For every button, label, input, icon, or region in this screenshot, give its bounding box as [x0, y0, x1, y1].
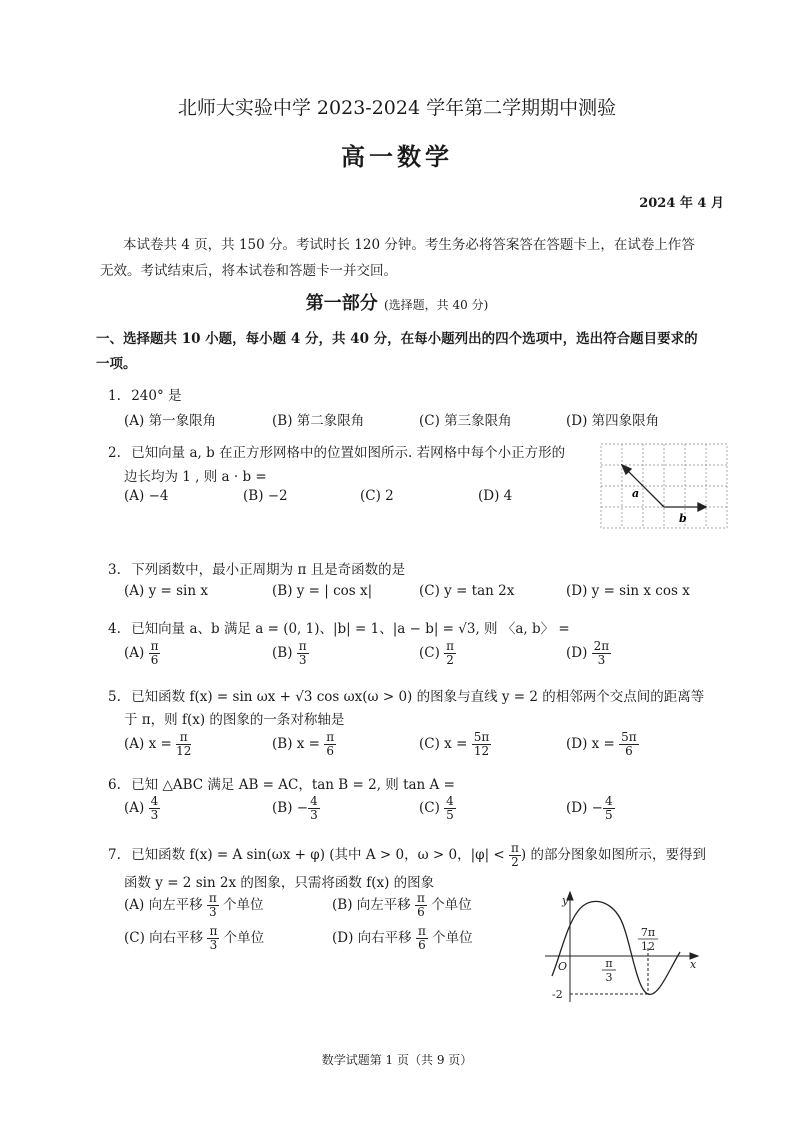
part-title	[0, 289, 794, 315]
q6-text: 已知 △ABC 满足 AB = AC，tan B = 2, 则 tan A =	[131, 777, 455, 793]
q6-b-label: (B)	[272, 800, 293, 816]
frac-num: 4	[150, 794, 159, 808]
q7-a-frac	[207, 892, 219, 919]
frac-den: 2	[446, 653, 454, 667]
q4-stem	[108, 617, 570, 637]
q4-option-d	[566, 640, 611, 667]
q2-option-b: (B) −2	[243, 488, 288, 504]
q5-option-d	[566, 731, 639, 758]
frac-num: π	[511, 841, 519, 855]
q7-text-1a: 已知函数 f(x) = A sin(ωx + φ) (其中 A > 0，ω > 0，|φ| <	[131, 847, 505, 863]
q3-option-b: (B) y = | cos x|	[272, 583, 373, 599]
section-instruction: 一、选择题共 10 小题，每小题 4 分，共 40 分，在每小题列出的四个选项中，选出符合题目要求的一项。	[96, 331, 698, 372]
frac-num: π	[417, 924, 426, 938]
frac-den: 5	[604, 808, 613, 822]
q2-text-1: 已知向量 a, b 在正方形网格中的位置如图所示. 若网格中每个小正方形的	[131, 445, 566, 461]
frac-den: 3	[209, 938, 218, 952]
q7-d-post: 个单位	[432, 930, 473, 946]
part-note: (选择题，共 40 分)	[384, 298, 489, 312]
frac-num: 4	[310, 794, 318, 808]
q7-stem-line2: 函数 y = 2 sin 2x 的图象，只需将函数 f(x) 的图象	[124, 875, 435, 891]
frac-num: π	[298, 639, 307, 653]
q5-text-1: 已知函数 f(x) = sin ωx + √3 cos ωx(ω > 0) 的图象与直线 y = 2 的相邻两个交点间的距离等	[131, 689, 705, 705]
q4-a-label: (A)	[124, 645, 145, 661]
q7-b-post: 个单位	[431, 897, 472, 913]
q3-text: 下列函数中，最小正周期为 π 且是奇函数的是	[131, 562, 406, 578]
frac-den: 6	[417, 905, 425, 919]
q6-c-label: (C)	[419, 800, 440, 816]
q5-a-frac	[176, 731, 191, 758]
q3-option-c: (C) y = tan 2x	[419, 583, 515, 599]
frac-den: 3	[150, 808, 159, 822]
q2-number: 2.	[108, 445, 121, 461]
vector-a-label: a	[632, 487, 640, 500]
q7-c-frac	[207, 925, 219, 952]
q4-text: 已知向量 a、b 满足 a = (0, 1)、|b| = 1、|a − b| = √3, 则 〈a, b〉 =	[131, 621, 570, 637]
grid-lines	[601, 444, 727, 528]
frac-num: 5π	[473, 730, 490, 744]
q7-b-frac	[415, 892, 427, 919]
q4-c-label: (C)	[419, 645, 440, 661]
q5-d-pre: x =	[591, 736, 615, 752]
q1-text: 240° 是	[131, 388, 182, 404]
q7-option-d	[332, 925, 473, 952]
q4-number: 4.	[108, 621, 121, 637]
frac-den: 3	[209, 905, 217, 919]
q7-a-post: 个单位	[223, 897, 264, 913]
tick-7pi12-num: 7π	[640, 926, 656, 939]
q5-d-frac	[619, 731, 639, 758]
q7-c-post: 个单位	[223, 930, 265, 946]
exam-title: 北师大实验中学 2023-2024 学年第二学期期中测验	[177, 97, 617, 119]
q3-number: 3.	[108, 562, 121, 578]
q7-stem-line1	[108, 842, 706, 869]
q5-a-pre: x =	[148, 736, 172, 752]
q1-number: 1.	[108, 388, 121, 404]
frac-num: π	[209, 924, 218, 938]
q2-stem-line2: 边长均为 1 , 则 a · b =	[124, 469, 267, 485]
q5-option-c	[419, 731, 491, 758]
q6-a-frac	[149, 795, 161, 822]
q6-b-pre: −	[296, 800, 309, 816]
q7-sine-graph	[540, 890, 710, 1008]
q5-option-b	[272, 731, 336, 758]
q5-b-pre: x =	[296, 736, 320, 752]
q5-option-a	[124, 731, 191, 758]
q7-number: 7.	[108, 847, 121, 863]
q2-option-d: (D) 4	[478, 488, 513, 504]
q4-c-frac	[444, 640, 456, 667]
q4-option-a	[124, 640, 160, 667]
q5-c-label: (C)	[419, 736, 440, 752]
q5-d-label: (D)	[566, 736, 588, 752]
frac-den: 12	[473, 744, 490, 758]
q7-option-b	[332, 892, 472, 919]
frac-num: 4	[604, 794, 613, 808]
q7-option-c	[124, 925, 264, 952]
x-axis-label: x	[690, 958, 697, 971]
frac-num: π	[176, 731, 191, 745]
frac-den: 3	[310, 808, 318, 822]
q7-option-a	[124, 892, 264, 919]
frac-den: 6	[150, 653, 159, 667]
q4-d-label: (D)	[566, 645, 588, 661]
frac-num: π	[208, 891, 217, 905]
q5-stem-line1	[108, 685, 704, 705]
part-title-text: 第一部分	[305, 293, 378, 314]
tick-pi3-den: 3	[605, 971, 613, 984]
frac-num: 2π	[593, 639, 610, 653]
q5-stem-line2: 于 π，则 f(x) 的图象的一条对称轴是	[124, 712, 345, 728]
q5-a-label: (A)	[124, 736, 145, 752]
q7-d-frac	[416, 925, 428, 952]
exam-notice: 本试卷共 4 页，共 150 分。考试时长 120 分钟。考生务必将答案答在答题卡上，在试卷上作答无效。考试结束后，将本试卷和答题卡一并交回。	[100, 237, 695, 279]
q2-vector-grid-figure	[600, 443, 730, 531]
q5-b-frac	[324, 731, 336, 758]
frac-den: 3	[298, 653, 307, 667]
q3-stem	[108, 558, 405, 578]
frac-num: 4	[446, 794, 454, 808]
q6-option-a	[124, 795, 160, 822]
q6-option-c	[419, 795, 456, 822]
frac-den: 3	[597, 653, 606, 667]
frac-den: 6	[625, 744, 633, 758]
q6-c-frac	[444, 795, 456, 822]
frac-den: 5	[446, 808, 454, 822]
q5-number: 5.	[108, 689, 121, 705]
q1-option-a: (A) 第一象限角	[124, 413, 217, 429]
tick-pi3-num: π	[605, 957, 613, 970]
q2-option-c: (C) 2	[360, 488, 394, 504]
q7-text-1b: ) 的部分图象如图所示，要得到	[520, 847, 706, 863]
q7-c-label: (C) 向右平移	[124, 930, 204, 946]
q7-d-label: (D) 向右平移	[332, 930, 412, 946]
y-axis-label: y	[562, 894, 569, 907]
q1-stem	[108, 384, 182, 404]
sine-curve	[552, 901, 680, 994]
frac-num: 5π	[621, 730, 637, 744]
q1-option-d: (D) 第四象限角	[566, 413, 660, 429]
q1-option-c: (C) 第三象限角	[419, 413, 512, 429]
origin-label: O	[558, 960, 568, 973]
q1-option-b: (B) 第二象限角	[272, 413, 365, 429]
q6-d-label: (D)	[566, 800, 588, 816]
neg2-label: -2	[552, 988, 563, 1001]
exam-date: 2024 年 4 月	[639, 196, 724, 211]
frac-num: π	[446, 639, 455, 653]
q6-b-frac	[308, 795, 320, 822]
q7-stem-frac	[509, 842, 521, 869]
q2-option-a: (A) −4	[124, 488, 169, 504]
q6-a-label: (A)	[124, 800, 145, 816]
frac-num: π	[326, 730, 335, 744]
q6-option-b	[272, 795, 320, 822]
q7-b-label: (B) 向左平移	[332, 897, 411, 913]
frac-den: 12	[176, 744, 192, 758]
vector-b-label: b	[679, 512, 687, 525]
q4-a-frac	[149, 640, 161, 667]
q4-b-frac	[297, 640, 309, 667]
q4-option-c	[419, 640, 456, 667]
page-footer: 数学试题第 1 页（共 9 页）	[321, 1053, 473, 1067]
q4-option-b	[272, 640, 309, 667]
frac-den: 6	[418, 938, 426, 952]
q4-d-frac	[592, 640, 612, 667]
exam-subject: 高一数学	[341, 142, 453, 171]
q4-b-label: (B)	[272, 645, 293, 661]
frac-den: 6	[326, 744, 335, 758]
q6-stem	[108, 773, 455, 793]
vector-b-arrowhead	[698, 503, 706, 511]
q5-c-frac	[472, 731, 492, 758]
q5-c-pre: x =	[444, 736, 468, 752]
q7-a-label: (A) 向左平移	[124, 897, 203, 913]
frac-num: π	[417, 891, 425, 905]
frac-den: 2	[511, 855, 519, 869]
q2-stem-line1	[108, 441, 565, 461]
vector-a	[624, 467, 664, 507]
q6-option-d	[566, 795, 615, 822]
q6-d-frac	[603, 795, 615, 822]
tick-7pi12-den: 12	[641, 940, 655, 953]
q3-option-d: (D) y = sin x cos x	[566, 583, 690, 599]
q3-option-a: (A) y = sin x	[124, 583, 208, 599]
q6-d-pre: −	[591, 800, 603, 816]
q6-number: 6.	[108, 777, 121, 793]
q5-b-label: (B)	[272, 736, 293, 752]
frac-num: π	[150, 639, 159, 653]
